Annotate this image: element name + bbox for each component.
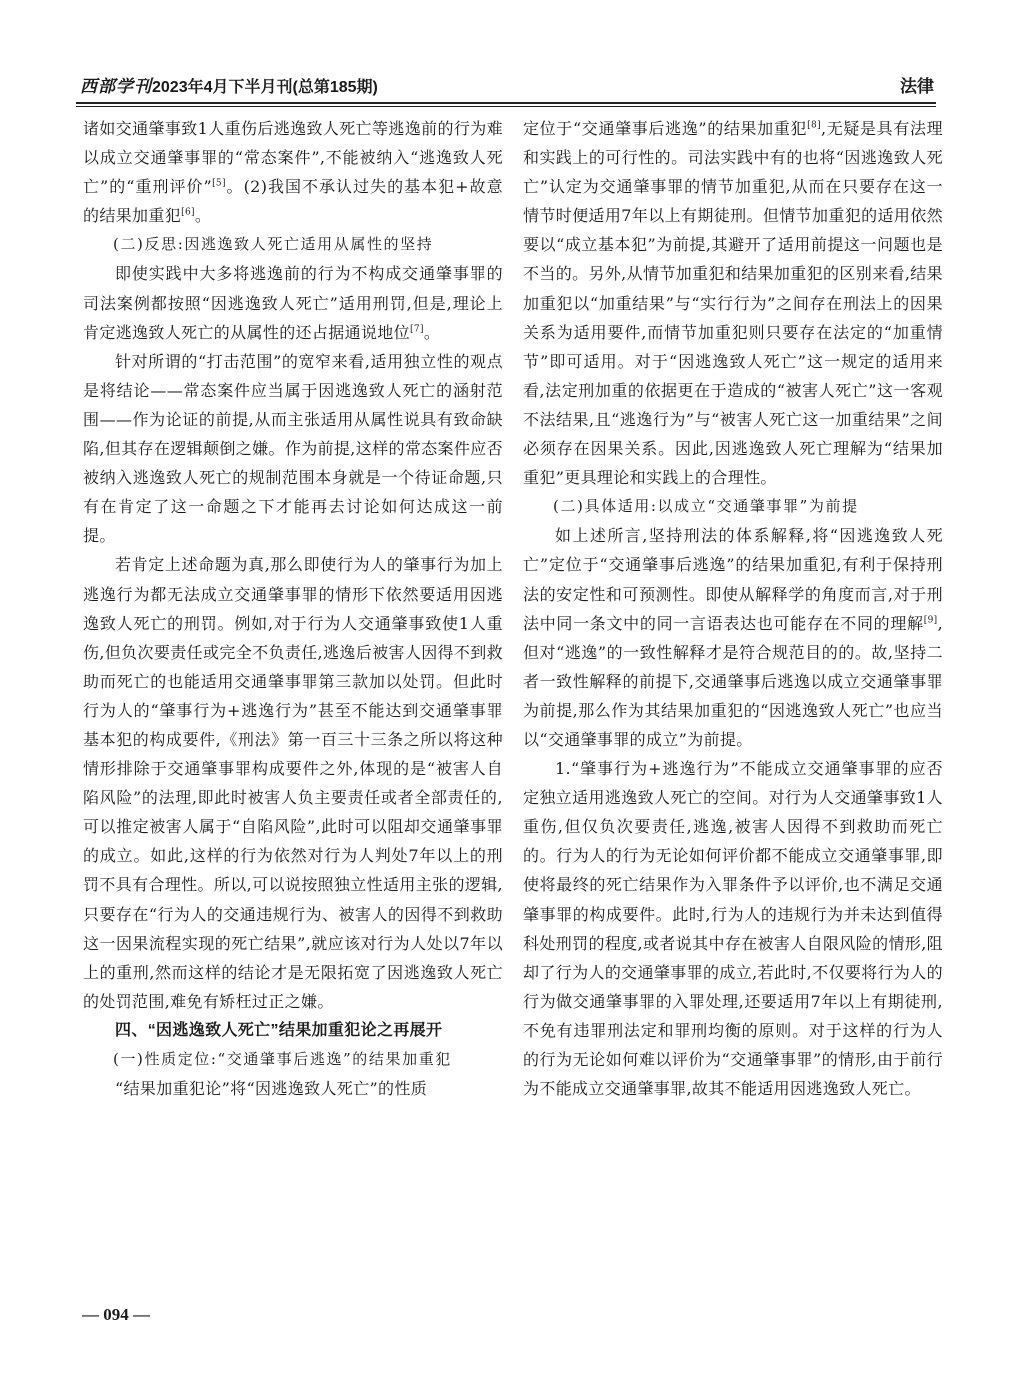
page-number: — 094 — <box>82 1305 150 1324</box>
journal-logo: 西部学刊 <box>80 77 152 97</box>
paragraph: 如上述所言,坚持刑法的体系解释,将“因逃逸致人死亡”定位于“交通肇事后逃逸”的结果加重犯,有利于保持刑法的安定性和可预测性。即使从解释学的角度而言,对于刑法中同一条文中的同一言语表达也可能存在不同的理解[9],但对“逃逸”的一致性解释才是符合规范目的的。故,坚持二者一致性解释的前提下,交通肇事后逃逸以成立交通肇事罪为前提,那么作为其结果加重犯的“因逃逸致人死亡”也应当以“交通肇事罪的成立”为前提。 <box>523 526 943 749</box>
left-column <box>83 114 503 1103</box>
subsection-heading: (一)性质定位:“交通肇事后逃逸”的结果加重犯 <box>113 1050 452 1068</box>
running-header <box>76 72 936 102</box>
citation-ref: [6] <box>181 207 195 218</box>
paragraph: 即使实践中大多将逃逸前的行为不构成交通肇事罪的司法案例都按照“因逃逸致人死亡”适用刑罚,但是,理论上肯定逃逸致人死亡的从属性的还占据通说地位[7]。 <box>83 264 503 342</box>
paragraph: 诸如交通肇事致1人重伤后逃逸致人死亡等逃逸前的行为难以成立交通肇事罪的“常态案件”,不能被纳入“逃逸致人死亡”的“重刑评价”[5]。(2)我国不承认过失的基本犯+故意的结果加重犯[6]。 <box>83 119 503 226</box>
header-rule-thick <box>76 102 936 104</box>
paragraph: 定位于“交通肇事后逃逸”的结果加重犯[8],无疑是具有法理和实践上的可行性的。司法实践中有的也将“因逃逸致人死亡”认定为交通肇事罪的情节加重犯,从而在只要存在这一情节时便适用7年以上有期徒刑。但情节加重犯的适用依然要以“成立基本犯”为前提,其避开了适用前提这一问题也是不当的。另外,从情节加重犯和结果加重犯的区别来看,结果加重犯以“加重结果”与“实行行为”之间存在刑法上的因果关系为适用要件,而情节加重犯则只要存在法定的“加重情节”即可适用。对于“因逃逸致人死亡”这一规定的适用来看,法定刑加重的依据更在于造成的“被害人死亡”这一客观不法结果,且“逃逸行为”与“被害人死亡这一加重结果”之间必须存在因果关系。因此,因逃逸致人死亡理解为“结果加重犯”更具理论和实践上的合理性。 <box>523 119 943 488</box>
citation-ref: [8] <box>807 120 821 131</box>
issue-label: 2023年4月下半月刊(总第185期) <box>152 79 378 96</box>
paragraph: 针对所谓的“打击范围”的宽窄来看,适用独立性的观点是将结论——常态案件应当属于因逃逸致人死亡的涵射范围——作为论证的前提,从而主张适用从属性说具有致命缺陷,但其存在逻辑颠倒之嫌。作为前提,这样的常态案件应否被纳入逃逸致人死亡的规制范围本身就是一个待证命题,只有在肯定了这一命题之下才能再去讨论如何达成这一前提。 <box>83 351 503 546</box>
header-journal-issue <box>80 72 378 97</box>
section-label: 法律 <box>900 77 934 96</box>
section-heading: 四、“因逃逸致人死亡”结果加重犯论之再展开 <box>115 1021 443 1039</box>
citation-ref: [9] <box>923 615 938 626</box>
subsection-heading: (二)具体适用:以成立“交通肇事罪”为前提 <box>553 497 859 516</box>
header-rule-thin <box>76 106 936 107</box>
right-column <box>523 114 943 1103</box>
paragraph: “结果加重犯论”将“因逃逸致人死亡”的性质 <box>115 1079 428 1099</box>
citation-ref: [5] <box>212 178 226 189</box>
paragraph: 若肯定上述命题为真,那么即使行为人的肇事行为加上逃逸行为都无法成立交通肇事罪的情形下依然要适用因逃逸致人死亡的刑罚。例如,对于行为人交通肇事致使1人重伤,但负次要责任或完全不负责任,逃逸后被害人因得不到救助而死亡的也能适用交通肇事罪第三款加以处罚。但此时行为人的“肇事行为+逃逸行为”甚至不能达到交通肇事罪基本犯的构成要件,《刑法》第一百三十三条之所以将这种情形排除于交通肇事罪构成要件之外,体现的是“被害人自陷风险”的法理,即此时被害人负主要责任或者全部责任的,可以推定被害人属于“自陷风险”,此时可以阻却交通肇事罪的成立。如此,这样的行为依然对行为人判处7年以上的刑罚不具有合理性。所以,可以说按照独立性适用主张的逻辑,只要存在“行为人的交通违规行为、被害人的因得不到救助这一因果流程实现的死亡结果”,就应该对行为人处以7年以上的重刑,然而这样的结论才是无限拓宽了因逃逸致人死亡的处罚范围,难免有矫枉过正之嫌。 <box>83 555 503 1011</box>
subsection-heading: (二)反思:因逃逸致人死亡适用从属性的坚持 <box>113 235 434 254</box>
citation-ref: [7] <box>410 324 424 335</box>
paragraph: 1.“肇事行为+逃逸行为”不能成立交通肇事罪的应否定独立适用逃逸致人死亡的空间。对行为人交通肇事致1人重伤,但仅负次要责任,逃逸,被害人因得不到救助而死亡的。行为人的行为无论如何评价都不能成立交通肇事罪,即使将最终的死亡结果作为入罪条件予以评价,也不满足交通肇事罪的构成要件。此时,行为人的违规行为并未达到值得科处刑罚的程度,或者说其中存在被害人自限风险的情形,阻却了行为人的交通肇事罪的成立,若此时,不仅要将行为人的行为做交通肇事罪的入罪处理,还要适用7年以上有期徒刑,不免有违罪刑法定和罪刑均衡的原则。对于这样的行为人的行为无论如何难以评价为“交通肇事罪”的情形,由于前行为不能成立交通肇事罪,故其不能适用因逃逸致人死亡。 <box>523 759 943 1099</box>
